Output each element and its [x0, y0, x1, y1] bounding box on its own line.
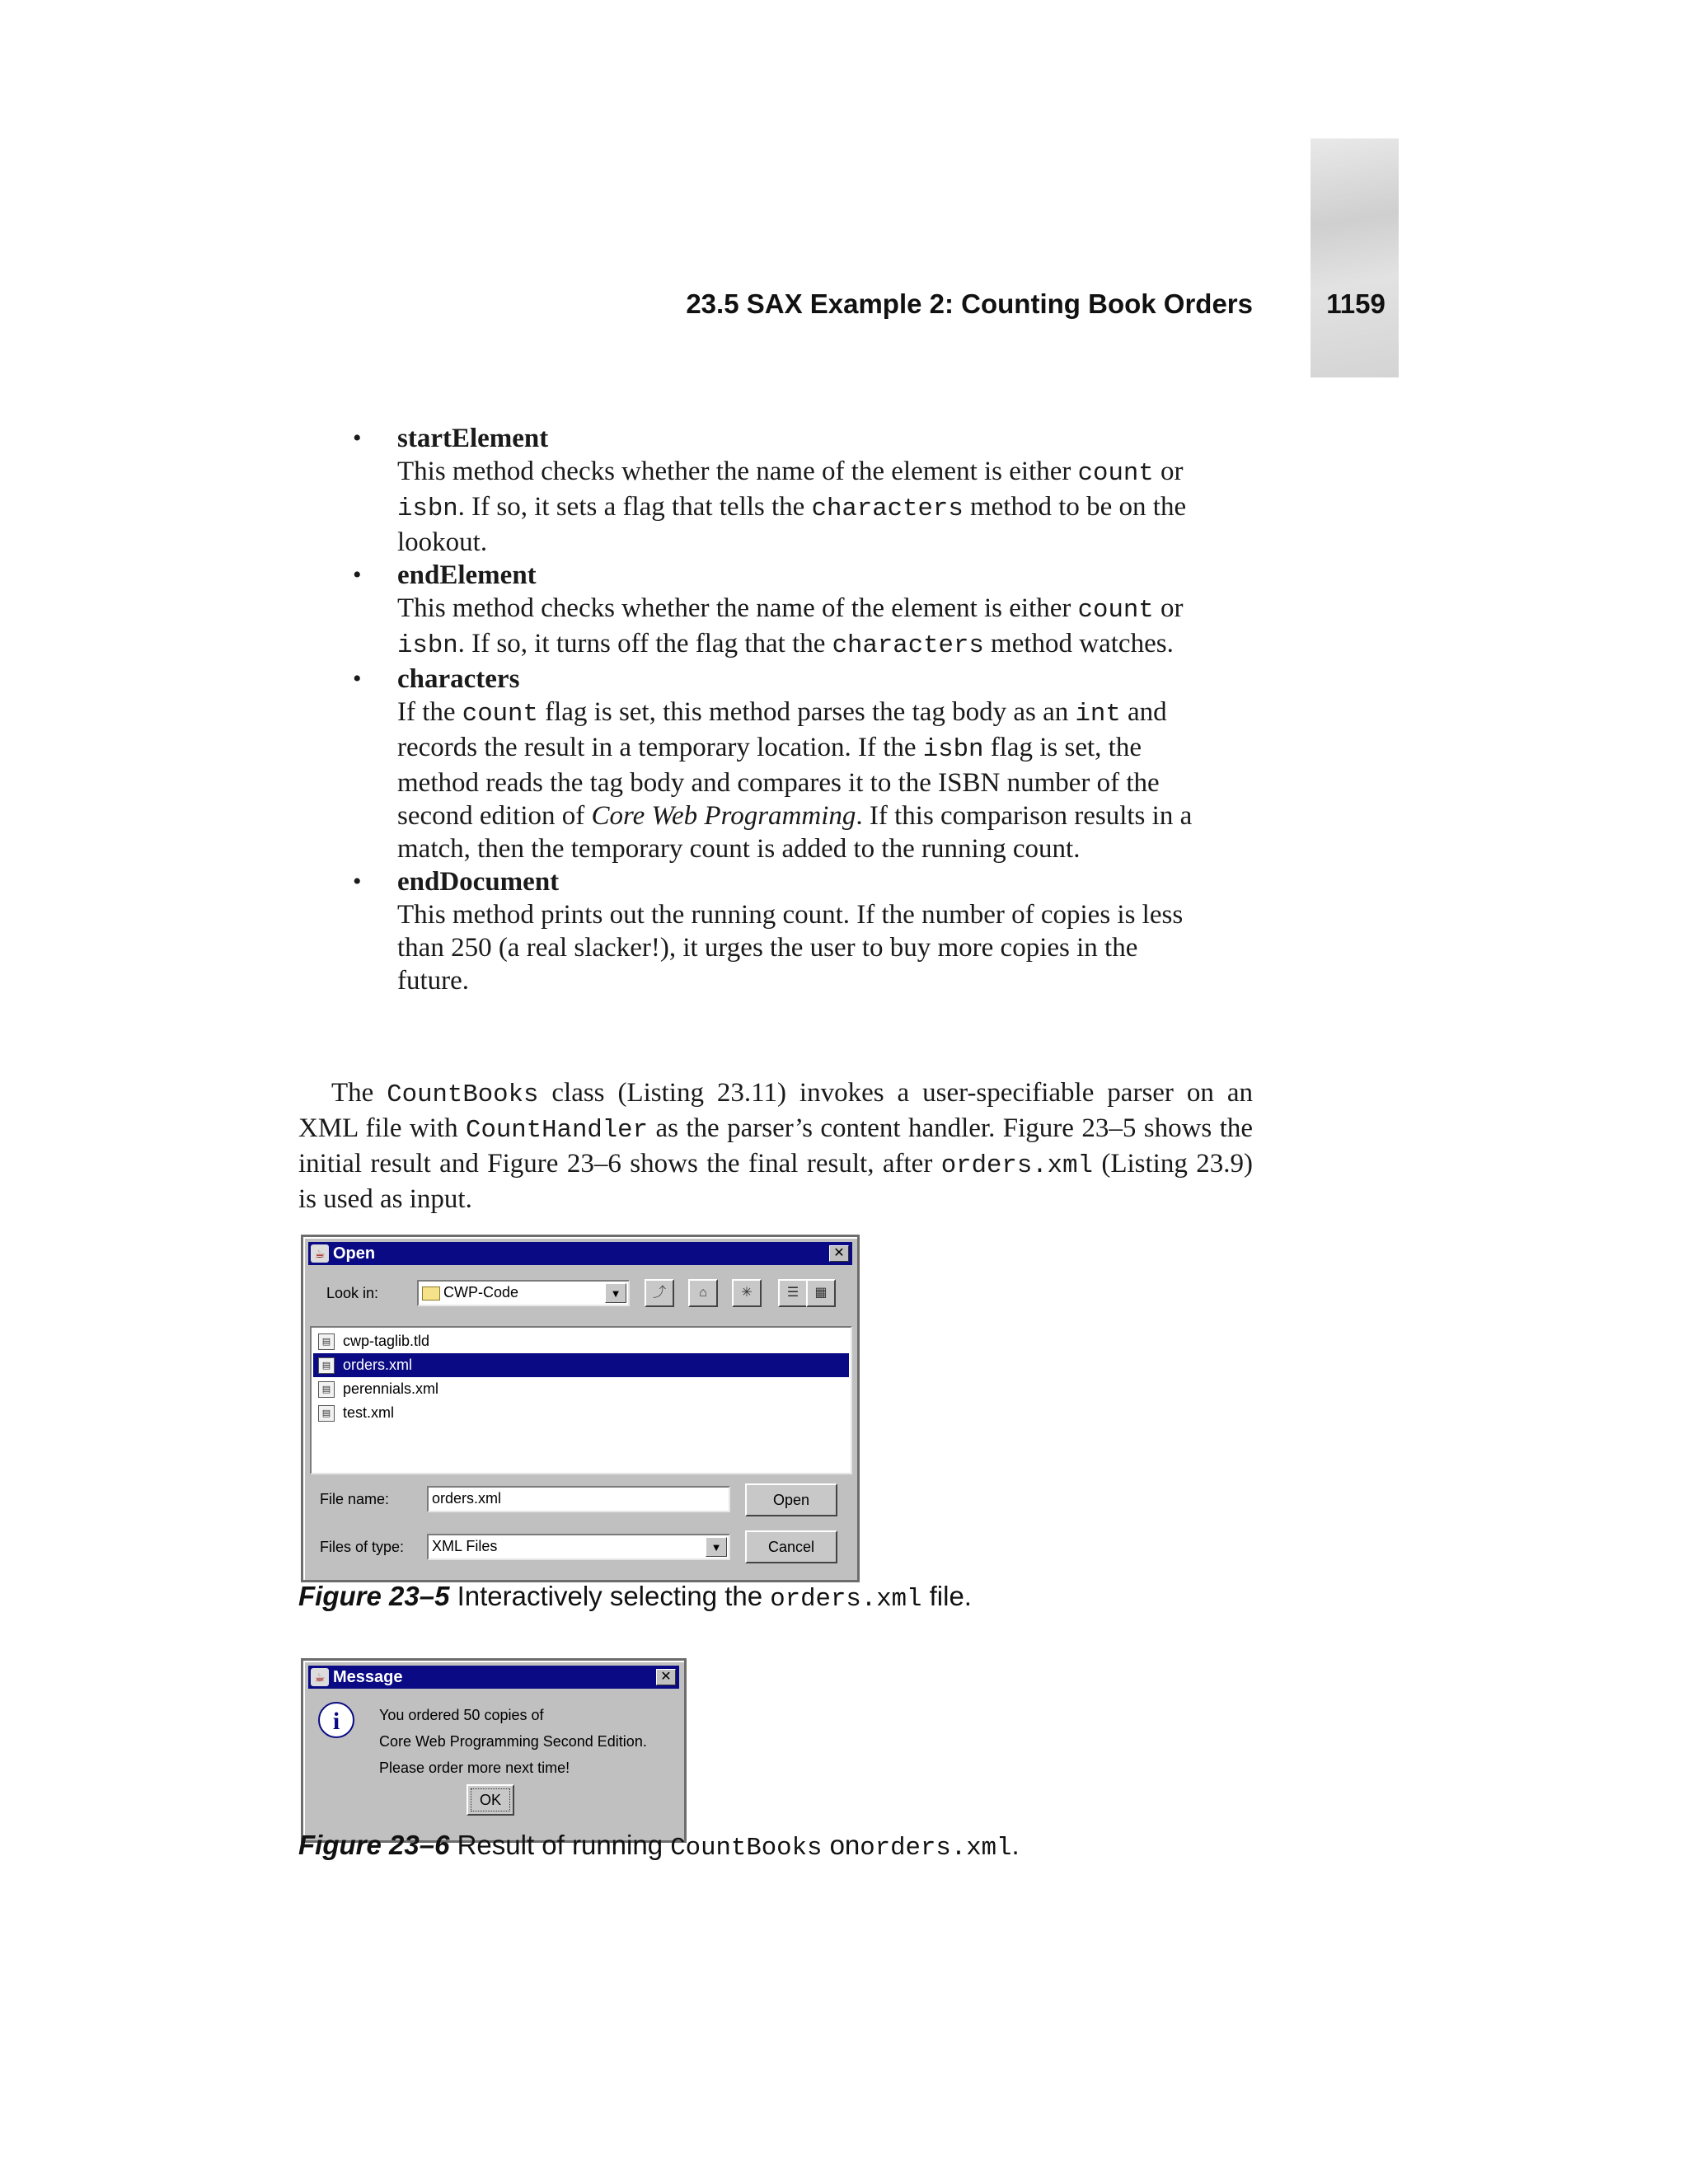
method-name: endElement	[397, 560, 537, 590]
text-run: method to be on the lookout.	[397, 492, 1187, 557]
method-bullet-list	[346, 422, 1203, 997]
text-run: If the	[397, 697, 462, 727]
bullet-marker: •	[353, 424, 362, 452]
figure-5-caption	[298, 1581, 972, 1614]
inline-code: count	[462, 700, 538, 729]
file-name-input[interactable]: orders.xml	[427, 1486, 730, 1512]
message-line: Please order more next time!	[379, 1760, 570, 1776]
method-description	[397, 592, 1203, 663]
caption-text: Interactively selecting the	[457, 1581, 763, 1611]
inline-code: CountHandler	[466, 1116, 649, 1145]
home-button[interactable]: ⌂	[688, 1279, 718, 1307]
message-dialog-titlebar	[308, 1666, 679, 1689]
file-name: test.xml	[343, 1404, 395, 1421]
close-icon[interactable]: ✕	[829, 1245, 849, 1262]
text-run: The	[331, 1078, 387, 1108]
open-dialog-title: Open	[333, 1244, 376, 1263]
look-in-label: Look in:	[326, 1285, 379, 1301]
inline-code: CountBooks	[387, 1080, 539, 1109]
new-folder-button[interactable]: ✳	[732, 1279, 762, 1307]
message-line: You ordered 50 copies of	[379, 1707, 544, 1723]
ok-button[interactable]: OK	[467, 1784, 514, 1816]
up-folder-button[interactable]: ⤴	[645, 1279, 674, 1307]
caption-text: file.	[929, 1581, 972, 1611]
text-run: . If so, it sets a flag that tells the	[457, 492, 812, 522]
caption-text: on	[829, 1830, 860, 1860]
message-dialog	[301, 1658, 687, 1843]
text-run: and records the result in a temporary location. If the	[397, 697, 1167, 762]
bullet-marker: •	[353, 561, 362, 588]
file-list[interactable]	[310, 1326, 852, 1474]
file-name-label: File name:	[320, 1491, 390, 1507]
text-run: . If so, it turns off the flag that the	[457, 629, 832, 658]
message-dialog-title: Message	[333, 1668, 403, 1686]
open-dialog-titlebar	[308, 1242, 852, 1265]
inline-code: characters	[832, 631, 984, 660]
text-run: method watches.	[983, 629, 1174, 658]
open-button[interactable]: Open	[745, 1483, 837, 1516]
file-icon: ▤	[318, 1381, 335, 1398]
list-item	[346, 559, 1203, 663]
text-run: This method checks whether the name of the element is either	[397, 457, 1078, 486]
java-cup-icon: ☕	[311, 1668, 329, 1686]
inline-code: isbn	[397, 494, 458, 523]
info-icon: i	[318, 1702, 354, 1738]
file-type-value: XML Files	[432, 1538, 498, 1554]
method-description	[397, 696, 1203, 865]
chevron-down-icon[interactable]: ▼	[605, 1283, 626, 1303]
file-icon: ▤	[318, 1357, 335, 1374]
page-thumb-tab	[1311, 138, 1399, 377]
figure-label: Figure 23–6	[298, 1830, 450, 1860]
cancel-button[interactable]: Cancel	[745, 1530, 837, 1563]
bullet-marker: •	[353, 868, 362, 895]
chevron-down-icon[interactable]: ▼	[706, 1537, 727, 1557]
file-list-item[interactable]	[313, 1401, 849, 1425]
inline-code: orders.xml	[940, 1151, 1093, 1180]
body-paragraph	[298, 1076, 1253, 1216]
text-run: class (Listing 23.11) invokes a user-specifiable parser on an XML file with	[298, 1078, 1253, 1143]
running-head: 23.5 SAX Example 2: Counting Book Orders	[686, 288, 1253, 319]
file-name: orders.xml	[343, 1357, 413, 1373]
text-run: as the parser’s content handler. Figure 23–5 shows the initial result and Figure 23–6 shows the final result, after	[298, 1113, 1254, 1179]
method-name: characters	[397, 664, 520, 694]
method-description	[397, 455, 1203, 559]
close-icon[interactable]: ✕	[656, 1669, 676, 1685]
inline-code: int	[1075, 700, 1121, 729]
file-list-item[interactable]	[313, 1329, 849, 1353]
text-run: . If this comparison results in a match, then the temporary count is added to the running count.	[397, 801, 1193, 864]
page-number: 1159	[1326, 288, 1386, 319]
inline-code: isbn	[922, 735, 984, 764]
file-type-label: Files of type:	[320, 1539, 405, 1555]
open-dialog	[301, 1235, 860, 1582]
inline-code: count	[1077, 459, 1154, 488]
file-list-item[interactable]	[313, 1353, 849, 1377]
list-view-button[interactable]: ☰	[778, 1279, 808, 1307]
look-in-value: CWP-Code	[443, 1284, 519, 1301]
inline-code: isbn	[397, 631, 458, 660]
text-run: This method prints out the running count. If the number of copies is less than 250 (a real slacker!), it urges the user to buy more copies in the future.	[397, 900, 1184, 996]
file-name: perennials.xml	[343, 1380, 439, 1397]
text-run: flag is set, this method parses the tag body as an	[537, 697, 1076, 727]
file-icon: ▤	[318, 1405, 335, 1422]
text-run: flag is set, the method reads the tag body and compares it to the ISBN number of the second edition of	[397, 733, 1160, 831]
figure-6-caption	[298, 1830, 1020, 1863]
list-item	[346, 663, 1203, 865]
method-description	[397, 898, 1203, 997]
book-title: Core Web Programming	[591, 801, 856, 831]
details-view-button[interactable]: ▦	[806, 1279, 836, 1307]
message-line: Core Web Programming Second Edition.	[379, 1733, 647, 1750]
list-item	[346, 422, 1203, 559]
figure-label: Figure 23–5	[298, 1581, 450, 1611]
text-run: (Listing 23.9) is used as input.	[298, 1149, 1254, 1214]
java-cup-icon: ☕	[311, 1244, 329, 1263]
inline-code: count	[1077, 596, 1154, 625]
file-list-item[interactable]	[313, 1377, 849, 1401]
file-type-dropdown[interactable]	[427, 1534, 730, 1560]
text-run: This method checks whether the name of the element is either	[397, 593, 1078, 623]
inline-code: characters	[811, 494, 964, 523]
method-name: endDocument	[397, 867, 560, 897]
text-run: or	[1153, 593, 1184, 623]
list-item	[346, 865, 1203, 997]
caption-text: Result of running	[457, 1830, 663, 1860]
look-in-dropdown[interactable]	[417, 1280, 630, 1306]
method-name: startElement	[397, 424, 549, 453]
caption-code: orders.xml	[860, 1834, 1012, 1863]
text-run: or	[1153, 457, 1184, 486]
file-name: cwp-taglib.tld	[343, 1333, 430, 1349]
caption-code: CountBooks	[670, 1834, 823, 1863]
caption-text: .	[1011, 1830, 1020, 1860]
caption-code: orders.xml	[770, 1585, 922, 1614]
bullet-marker: •	[353, 665, 362, 692]
folder-icon	[422, 1286, 440, 1301]
file-icon: ▤	[318, 1333, 335, 1350]
